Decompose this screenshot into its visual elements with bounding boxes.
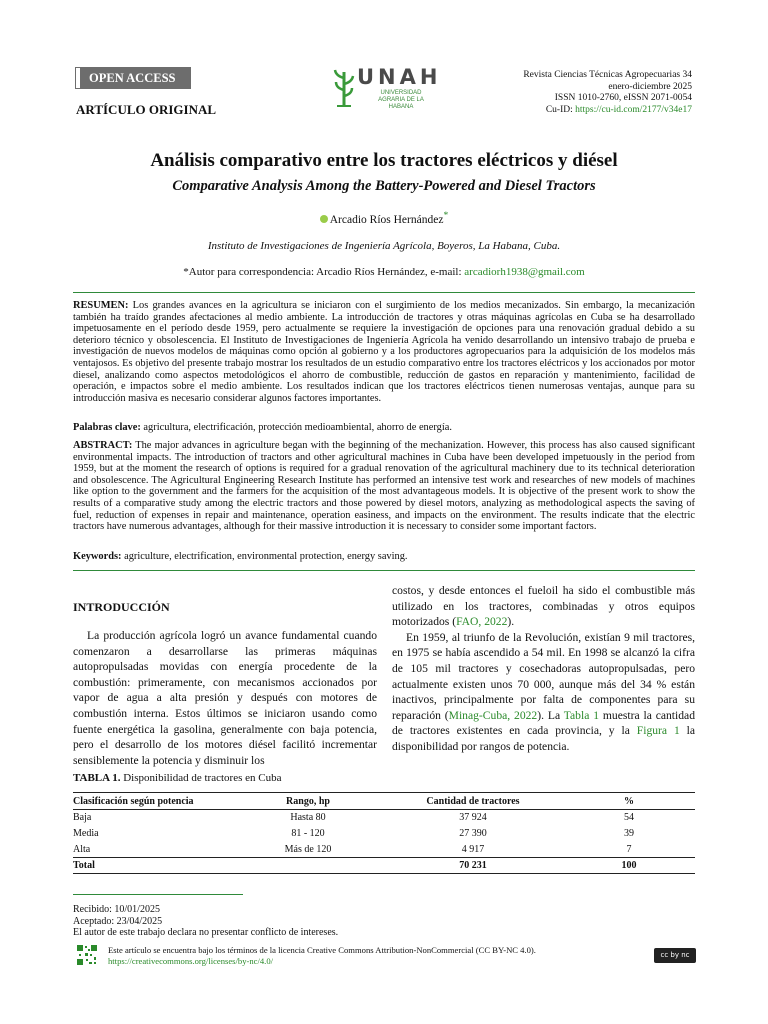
intro-paragraph: costos, y desde entonces el fueloil ha sido el combustible más utilizado en los tractores, combinadas y otros equipos motorizados (FAO, 2022). bbox=[392, 584, 695, 629]
table-cell: 7 bbox=[626, 843, 632, 855]
citation-link[interactable]: FAO, 2022 bbox=[456, 615, 508, 629]
citation-link[interactable]: Minag-Cuba, 2022 bbox=[448, 708, 538, 722]
table-cell: Total bbox=[73, 858, 233, 874]
data-table bbox=[73, 792, 695, 874]
table-cell: Alta bbox=[73, 843, 91, 855]
journal-issn: ISSN 1010-2760, eISSN 2071-0054 bbox=[554, 93, 692, 103]
qr-code-icon bbox=[76, 944, 98, 966]
column-header: Cantidad de tractores bbox=[383, 793, 563, 810]
license-text: Este artículo se encuentra bajo los términos de la licencia Creative Commons Attribution-NonCommercial (CC BY-NC 4.0). bbox=[108, 945, 536, 955]
table-cell: 100 bbox=[563, 858, 695, 874]
table-cell: Baja bbox=[73, 812, 92, 824]
resumen-label: RESUMEN: bbox=[73, 300, 129, 311]
abstract-text: The major advances in agriculture began with the beginning of the mechanization. However, this process has also caused significant environmental impacts. The introduction of tractors and other agricultural machines in Cuba have been developed impetuously in the period from 1959, but at the moment the research of options is required for a gradual renovation of the agricultural machinery due to its technical deterioration and obsolescence. The Agricultural Engineering Research Institute has performed an intensive test work and researches of new models of machines like option to the government and the farmers for the acquisition of the most advantageous models. It is objective of the present work to show the results of a comparative study among the electric tractors and those powered by diesel motors, analyzing as methodological aspects the saving of fuel, reduction of expenses in repair and maintenance, operation easiness, and impacts on the environment. The results indicate that the electric tractors have numerous advantages, although for their massive introduction it is necessary to consider some important factors. bbox=[73, 440, 695, 533]
article-type: ARTÍCULO ORIGINAL bbox=[76, 102, 217, 117]
table-cell: 4 917 bbox=[461, 843, 485, 855]
author-name: Arcadio Ríos Hernández bbox=[329, 213, 444, 226]
table-ref-link[interactable]: Tabla 1 bbox=[563, 708, 600, 722]
column-header: Rango, hp bbox=[233, 793, 383, 810]
correspondence: *Autor para correspondencia: Arcadio Ríos Hernández, e-mail: arcadiorh1938@gmail.com bbox=[183, 266, 585, 278]
table-cell: Hasta 80 bbox=[290, 812, 326, 824]
table-cell: 54 bbox=[624, 812, 634, 824]
table-total-row bbox=[73, 858, 695, 874]
article-subtitle: Comparative Analysis Among the Battery-Powered and Diesel Tractors bbox=[172, 178, 596, 194]
tree-icon bbox=[333, 68, 355, 110]
license-link[interactable]: https://creativecommons.org/licenses/by-nc/4.0/ bbox=[108, 956, 273, 966]
column-header: Clasificación según potencia bbox=[73, 793, 233, 810]
conflict-statement: El autor de este trabajo declara no presentar conflicto de intereses. bbox=[73, 927, 339, 938]
table-cell: 27 390 bbox=[459, 828, 487, 839]
footnote-divider bbox=[73, 894, 243, 895]
article-title: Análisis comparativo entre los tractores eléctricos y diésel bbox=[150, 150, 618, 171]
journal-cuid: Cu-ID: https://cu-id.com/2177/v34e17 bbox=[545, 104, 692, 115]
abstract-label: ABSTRACT: bbox=[73, 440, 133, 451]
journal-period: enero-diciembre 2025 bbox=[608, 81, 692, 92]
table-row bbox=[73, 810, 695, 826]
abstract bbox=[73, 440, 695, 533]
footnotes bbox=[73, 904, 338, 939]
affiliation: Instituto de Investigaciones de Ingeniería Agrícola, Boyeros, La Habana, Cuba. bbox=[207, 240, 561, 252]
journal-name: Revista Ciencias Técnicas Agropecuarias 34 bbox=[523, 70, 692, 80]
table-row bbox=[73, 826, 695, 842]
cuid-link[interactable]: https://cu-id.com/2177/v34e17 bbox=[575, 104, 692, 115]
logo-name: UNAH bbox=[357, 65, 442, 89]
section-heading: INTRODUCCIÓN bbox=[73, 600, 170, 614]
cc-by-nc-badge[interactable]: cc by nc bbox=[654, 948, 696, 963]
journal-info bbox=[523, 70, 692, 116]
table-cell: 70 231 bbox=[383, 858, 563, 874]
author-mark: * bbox=[443, 210, 449, 221]
logo-subtitle: UNIVERSIDAD AGRARIA DE LA HABANA bbox=[378, 90, 424, 110]
unah-logo bbox=[333, 65, 442, 110]
accepted-date: Aceptado: 23/04/2025 bbox=[73, 915, 163, 927]
intro-paragraph: En 1959, al triunfo de la Revolución, existían 9 mil tractores, en 1975 se había ascendido a 54 mil. En 1998 se alcanzó la cifra de 105 mil tractores y cosechadoras autopropulsadas, pero actualmente existen unos 70 000, aunque más del 34 % están inactivos, principalmente por falta de componentes para su reparación (Minag-Cuba, 2022). La Tabla 1 muestra la cantidad de tractores existentes en cada provincia, y la Figura 1 la disponibilidad por rangos de potencia. bbox=[392, 630, 696, 753]
figure-ref-link[interactable]: Figura 1 bbox=[636, 724, 680, 738]
table-cell: Más de 120 bbox=[284, 843, 332, 855]
resumen bbox=[73, 300, 695, 404]
divider bbox=[73, 292, 695, 293]
license-note bbox=[108, 945, 536, 967]
table-cell: Media bbox=[73, 828, 99, 839]
open-access-badge: OPEN ACCESS bbox=[76, 68, 190, 88]
table-cell: 39 bbox=[624, 828, 634, 839]
table-caption: TABLA 1. Disponibilidad de tractores en Cuba bbox=[73, 772, 282, 784]
orcid-icon[interactable] bbox=[320, 215, 328, 223]
table-header-row bbox=[73, 793, 695, 810]
table-cell: 37 924 bbox=[459, 812, 487, 824]
keywords: Keywords: agriculture, electrification, environmental protection, energy saving. bbox=[73, 551, 408, 562]
intro-right-column bbox=[392, 583, 695, 755]
author-email-link[interactable]: arcadiorh1938@gmail.com bbox=[464, 266, 585, 278]
table-row bbox=[73, 842, 695, 858]
column-header: % bbox=[563, 793, 695, 810]
palabras-clave: Palabras clave: agricultura, electrificación, protección medioambiental, ahorro de energía. bbox=[73, 422, 452, 433]
table-cell: 81 - 120 bbox=[291, 828, 325, 839]
received-date: Recibido: 10/01/2025 bbox=[73, 904, 160, 915]
intro-left-column: La producción agrícola logró un avance fundamental cuando comenzaron a desarrollarse las primeras máquinas autopropulsadas movidas con energía procedente de la combustión: primeramente, con mecanismos accionados por vapor de agua a alta presión y después con motores de combustión interna. Estos últimos se iniciaron usando como fuente energética la gasolina, generalmente con baja potencia, pero el desarrollo de los motores diésel facilitó incrementar sensiblemente la potencia y disminuir los bbox=[73, 629, 377, 767]
resumen-text: Los grandes avances en la agricultura se iniciaron con el surgimiento de los medios mecanizados. Sin embargo, la mecanización también ha traído grandes afectaciones al medio ambiente. La introducción de tractores y otras máquinas agrícolas en Cuba se ha desarrollado impetuosamente en el período desde 1959, pero actualmente se requiere la investigación de opciones para una renovación gradual debido a su deterioro técnico y obsolescencia. El Instituto de Investigaciones de Ingeniería Agrícola ha venido desarrollando un intensivo trabajo de prueba e investigación de nuevos modelos de máquinas como opción al gobierno y a los productores agropecuarios para la adquisición de los modelos más ventajosos. Es objetivo del presente trabajo mostrar los resultados de un estudio comparativo entre los tractores eléctricos y los accionados por motor diesel, analizando como aspectos metodológicos el ahorro de combustible, reducción de gastos en reparación y mantenimiento, facilidad de operación, e impactos sobre el medio ambiente. Los resultados indican que los tractores eléctricos tienen numerosas ventajas, aunque para su introducción masiva es necesario considerar algunos factores importantes. bbox=[73, 300, 695, 404]
table-cell bbox=[233, 858, 383, 874]
divider bbox=[73, 570, 695, 571]
author-line bbox=[0, 210, 768, 226]
